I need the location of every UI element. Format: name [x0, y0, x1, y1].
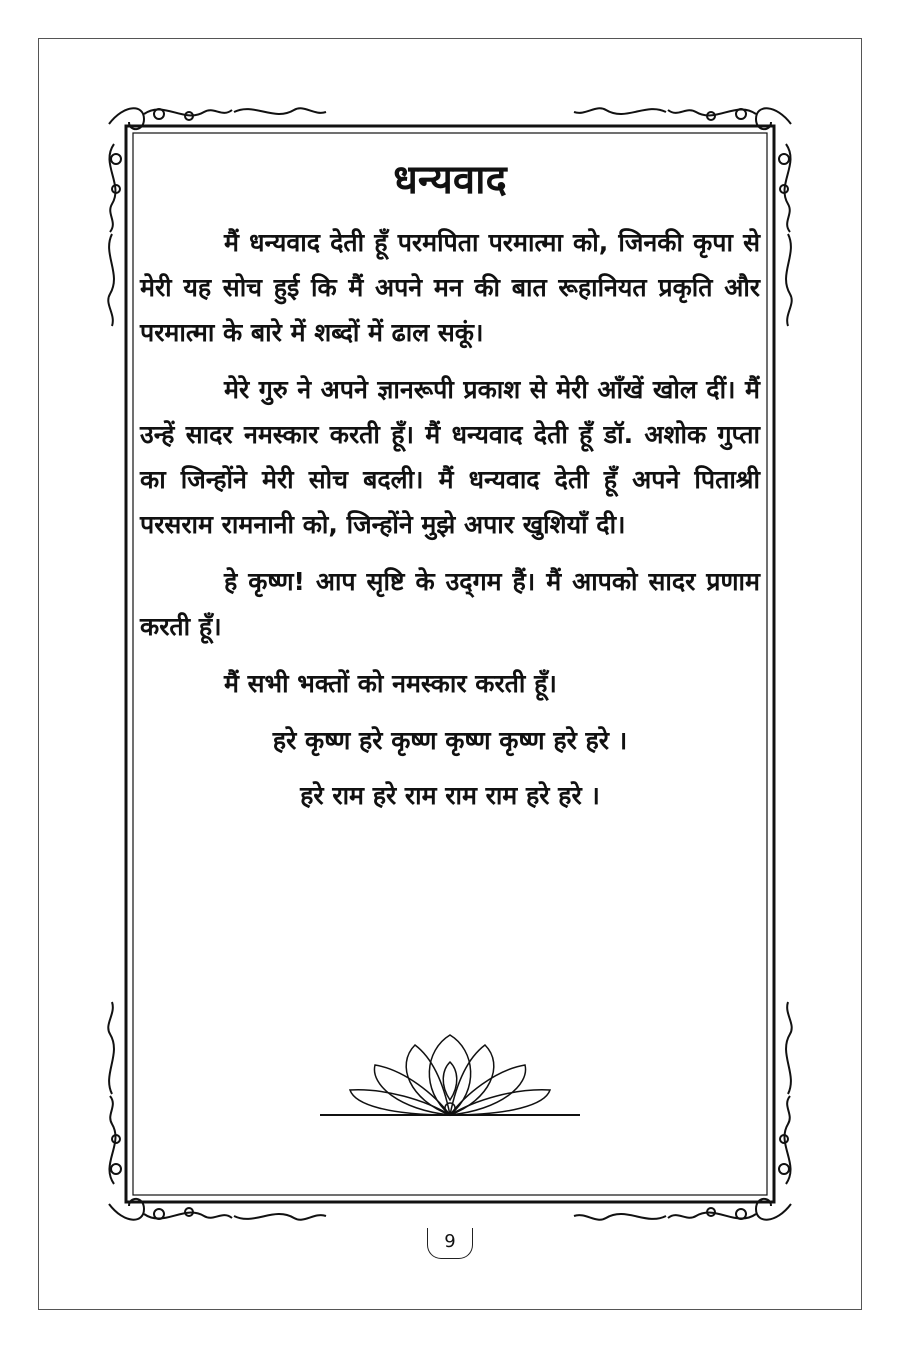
page-title: धन्यवाद	[393, 157, 507, 203]
paragraph-2: मेरे गुरु ने अपने ज्ञानरूपी प्रकाश से मेरी आँखें खोल दीं। मैं उन्हें सादर नमस्कार करती हूँ। मैं धन्यवाद देती हूँ डॉ. अशोक गुप्ता का जिन्होंने मेरी सोच बदली। मैं धन्यवाद देती हूँ अपने पिताश्री परसराम रामनानी को, जिन्होंने मुझे अपार खुशियाँ दी।	[140, 375, 760, 539]
paragraph-3: हे कृष्ण! आप सृष्टि के उद्‌गम हैं। मैं आपको सादर प्रणाम करती हूँ।	[140, 567, 760, 641]
paragraph-4: मैं सभी भक्तों को नमस्कार करती हूँ।	[224, 669, 557, 698]
lotus-mandala-icon	[320, 1030, 580, 1120]
page-number: 9	[427, 1228, 473, 1259]
mantra-line-1: हरे कृष्ण हरे कृष्ण कृष्ण कृष्ण हरे हरे ।	[272, 726, 628, 755]
main-content	[140, 150, 760, 828]
paragraph-1: मैं धन्यवाद देती हूँ परमपिता परमात्मा को, जिनकी कृपा से मेरी यह सोच हुई कि मैं अपने मन की बात रूहानियत प्रकृति और परमात्मा के बारे में शब्दों में ढाल सकूं।	[140, 228, 760, 347]
mantra-line-2: हरे राम हरे राम राम राम हरे हरे ।	[300, 781, 600, 810]
